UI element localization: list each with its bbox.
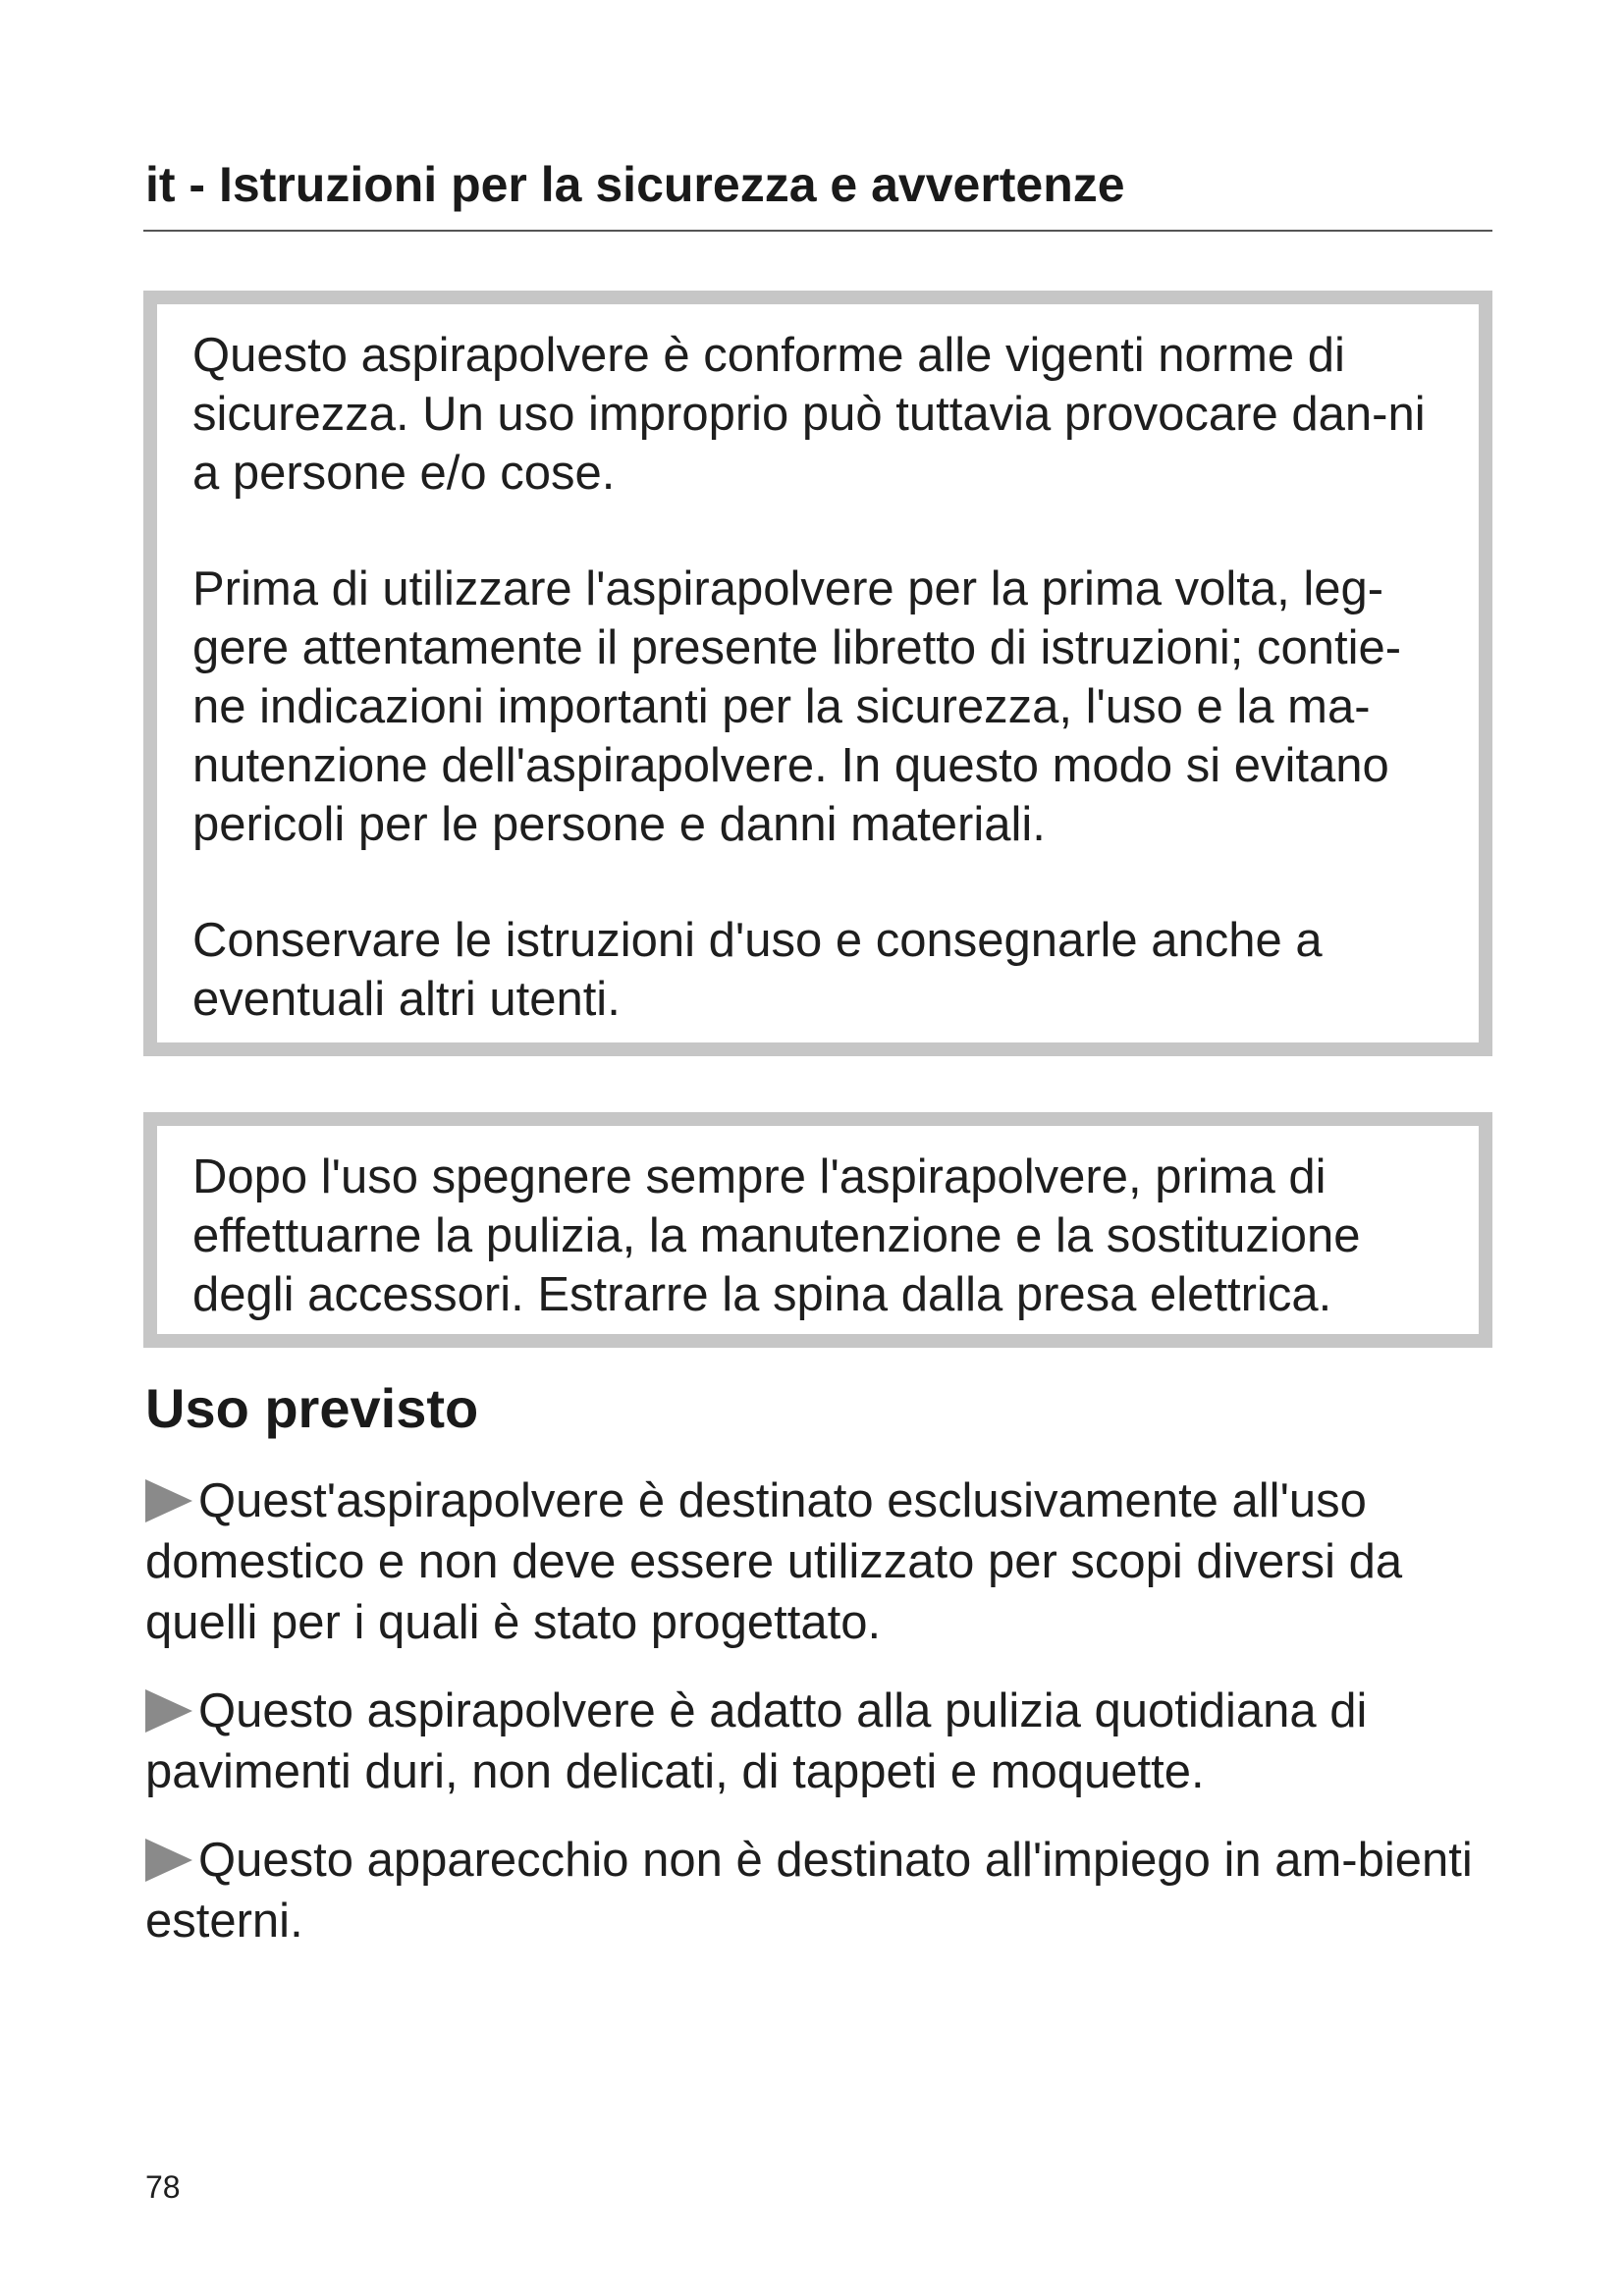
list-item <box>145 1830 1492 1951</box>
page-header-title: it - Istruzioni per la sicurezza e avvertenze <box>145 157 1125 212</box>
notice-paragraph: Questo aspirapolvere è conforme alle vigenti norme di sicurezza. Un uso improprio può tuttavia provocare dan-ni a persone e/o cose. <box>192 329 1426 500</box>
list-item-text: Quest'aspirapolvere è destinato esclusivamente all'uso domestico e non deve essere utilizzato per scopi diversi da quelli per i quali è stato progettato. <box>145 1474 1403 1649</box>
power-off-notice-box <box>143 1112 1492 1348</box>
page-number: 78 <box>145 2169 181 2205</box>
list-item <box>145 1681 1492 1802</box>
notice-paragraph: Prima di utilizzare l'aspirapolvere per la prima volta, leg-gere attentamente il presente libretto di istruzioni; contie-ne indicazioni importanti per la sicurezza, l'uso e la ma-nutenzione dell'aspirapolvere. In questo modo si evitano pericoli per le persone e danni materiali. <box>192 562 1402 851</box>
list-item-text: Questo apparecchio non è destinato all'impiego in am-bienti esterni. <box>145 1834 1473 1948</box>
triangle-right-icon <box>145 1479 192 1522</box>
triangle-right-icon <box>145 1689 192 1733</box>
safety-notice-box <box>143 291 1492 1056</box>
list-item <box>145 1470 1492 1653</box>
notice-paragraph: Conservare le istruzioni d'uso e consegnarle anche a eventuali altri utenti. <box>192 914 1323 1026</box>
intended-use-list <box>145 1470 1492 1979</box>
list-item-text: Questo aspirapolvere è adatto alla pulizia quotidiana di pavimenti duri, non delicati, di tappeti e moquette. <box>145 1684 1368 1798</box>
header-divider <box>143 230 1492 232</box>
triangle-right-icon <box>145 1839 192 1882</box>
notice-paragraph: Dopo l'uso spegnere sempre l'aspirapolvere, prima di effettuarne la pulizia, la manutenzione e la sostituzione degli accessori. Estrarre la spina dalla presa elettrica. <box>192 1150 1361 1321</box>
section-heading-intended-use: Uso previsto <box>145 1377 479 1439</box>
